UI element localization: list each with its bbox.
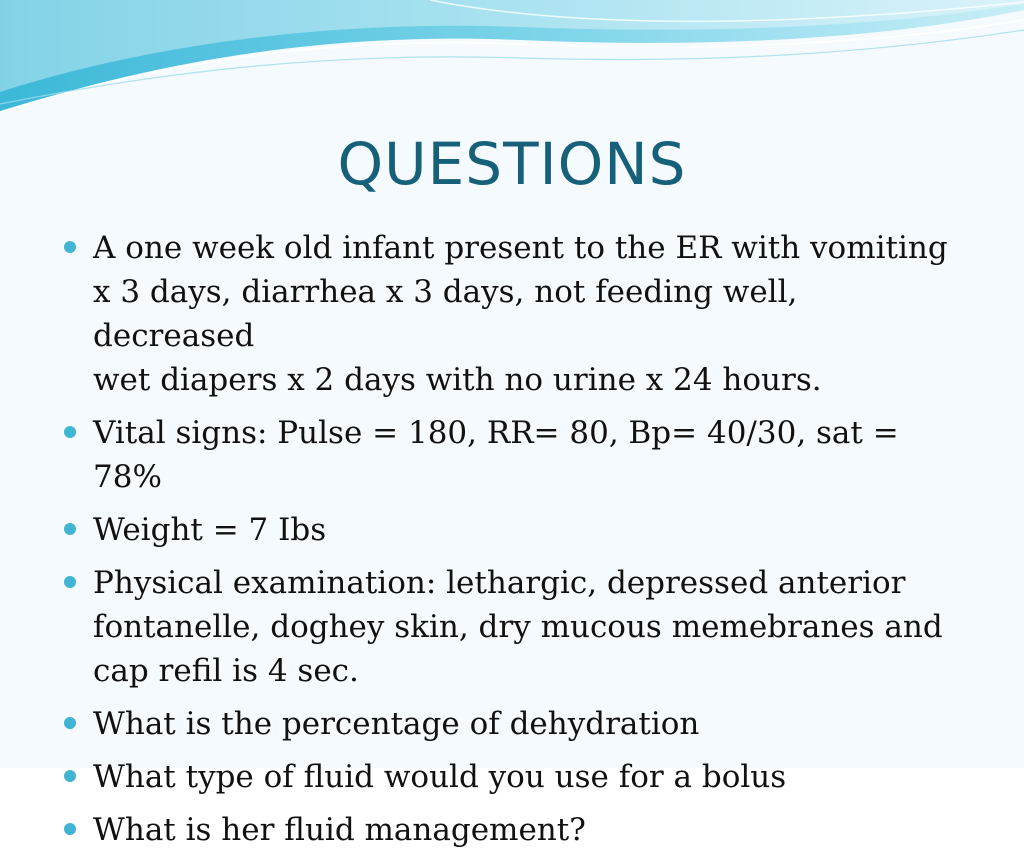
bullet-dot-icon xyxy=(64,823,76,835)
bullet-question-bolus xyxy=(62,755,962,799)
bullet-line: Weight = 7 Ibs xyxy=(93,512,327,548)
bullet-dot-icon xyxy=(64,770,76,782)
bullet-line: Vital signs: Pulse = 180, RR= 80, Bp= 40/30, sat = 78% xyxy=(93,415,899,495)
bullet-line: What is her fluid management? xyxy=(93,812,586,848)
bullet-dot-icon xyxy=(64,576,76,588)
bullet-question-dehydration xyxy=(62,702,962,746)
bullet-line: Physical examination: lethargic, depressed anterior xyxy=(93,565,906,601)
bullet-list xyxy=(62,226,962,861)
bullet-line: x 3 days, diarrhea x 3 days, not feeding well, decreased xyxy=(93,274,798,354)
bullet-line: fontanelle, doghey skin, dry mucous memebranes and xyxy=(93,609,943,645)
bullet-question-fluid-management xyxy=(62,808,962,852)
bullet-line: What type of fluid would you use for a bolus xyxy=(93,759,787,795)
bullet-dot-icon xyxy=(64,523,76,535)
bullet-case-presentation xyxy=(62,226,962,402)
bullet-line: wet diapers x 2 days with no urine x 24 hours. xyxy=(93,362,822,398)
bullet-physical-exam xyxy=(62,561,962,693)
bullet-line: What is the percentage of dehydration xyxy=(93,706,700,742)
bullet-line: A one week old infant present to the ER with vomiting xyxy=(93,230,948,266)
bullet-dot-icon xyxy=(64,717,76,729)
bullet-vital-signs xyxy=(62,411,962,499)
bullet-dot-icon xyxy=(64,426,76,438)
bullet-weight xyxy=(62,508,962,552)
bullet-dot-icon xyxy=(64,241,76,253)
header-wave-decoration xyxy=(0,0,1024,120)
bullet-line: cap refil is 4 sec. xyxy=(93,653,359,689)
slide-title: QUESTIONS xyxy=(337,130,687,198)
